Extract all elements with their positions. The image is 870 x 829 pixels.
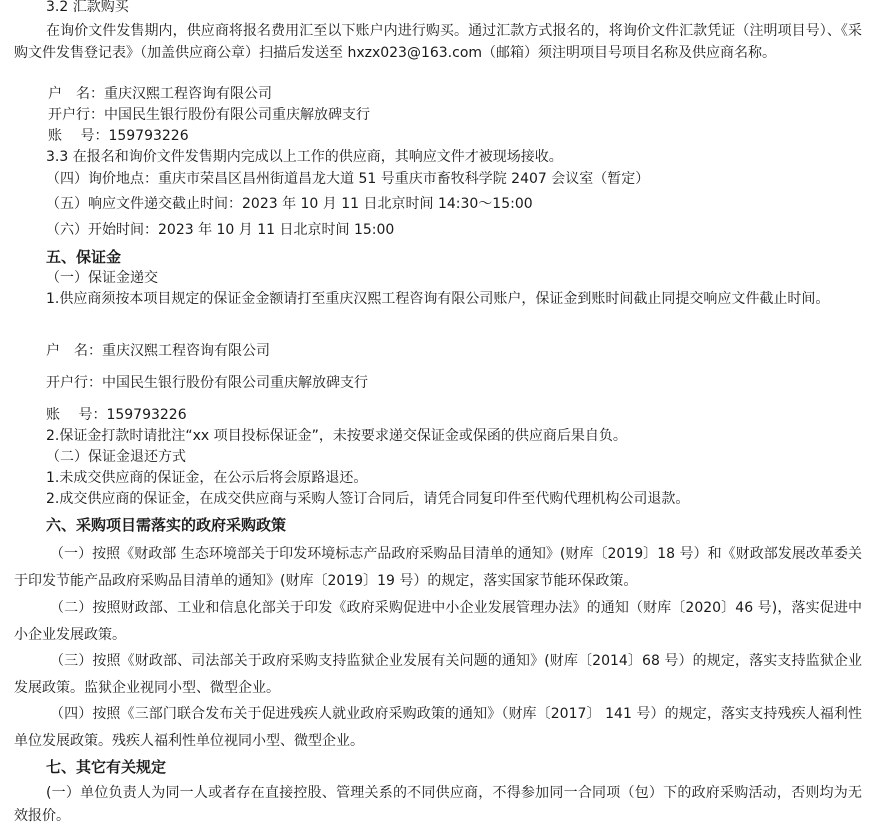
deposit-account-number-line: 账 号：159793226 [46, 407, 187, 423]
subheading-deposit-refund: （二）保证金退还方式 [46, 449, 186, 465]
account-name-line: 户 名：重庆汉熙工程咨询有限公司 [48, 86, 272, 102]
policy-item-4: （四）按照《三部门联合发布关于促进残疾人就业政府采购政策的通知》（财库〔2017〕 141 号）的规定，落实支持残疾人福利性单位发展政策。残疾人福利性单位视同小型、微型企业。 [14, 706, 862, 749]
submission-deadline: （五）响应文件递交截止时间：2023 年 10 月 11 日北京时间 14:30～15:00 [46, 196, 533, 212]
paragraph-remittance: 在询价文件发售期内，供应商将报名费用汇至以下账户内进行购买。通过汇款方式报名的，将询价文件汇款凭证（注明项目号）、《采购文件发售登记表》（加盖供应商公章）扫描后发送至 hxzx023@163.com（邮箱）须注明项目号项目名称及供应商名称。 [14, 23, 862, 61]
other-rule-1: (一）单位负责人为同一人或者存在直接控股、管理关系的不同供应商，不得参加同一合同项（包）下的政府采购活动，否则均为无效报价。 [14, 785, 862, 824]
refund-item-1: 1.未成交供应商的保证金，在公示后将会原路退还。 [46, 470, 368, 486]
policy-item-1: （一）按照《财政部 生态环境部关于印发环境标志产品政府采购品目清单的通知》(财库〔2019〕18 号）和《财政部发展改革委关于印发节能产品政府采购品目清单的通知》(财库〔2019〕19 号）的规定，落实国家节能环保政策。 [14, 546, 862, 589]
subheading-3-2: 3.2 汇款购买 [46, 0, 129, 15]
section-heading-deposit: 五、保证金 [46, 248, 122, 266]
deposit-account-name-line: 户 名：重庆汉熙工程咨询有限公司 [46, 343, 270, 359]
section-heading-other-rules: 七、其它有关规定 [46, 758, 167, 776]
paragraph-3-3: 3.3 在报名和询价文件发售期内完成以上工作的供应商，其响应文件才被现场接收。 [46, 149, 563, 165]
policy-item-3: （三）按照《财政部、司法部关于政府采购支持监狱企业发展有关问题的通知》(财库〔2014〕68 号）的规定，落实支持监狱企业发展政策。监狱企业视同小型、微型企业。 [14, 653, 862, 696]
paragraph-deposit-1: 1.供应商须按本项目规定的保证金金额请打至重庆汉熙工程咨询有限公司账户，保证金到账时间截止同提交响应文件截止时间。 [46, 291, 830, 307]
subheading-deposit-submission: （一）保证金递交 [46, 270, 158, 286]
refund-item-2: 2.成交供应商的保证金，在成交供应商与采购人签订合同后，请凭合同复印件至代购代理机构公司退款。 [46, 491, 690, 507]
bank-line: 开户行：中国民生银行股份有限公司重庆解放碑支行 [48, 107, 370, 123]
deposit-bank-line: 开户行：中国民生银行股份有限公司重庆解放碑支行 [46, 375, 368, 391]
start-time: （六）开始时间：2023 年 10 月 11 日北京时间 15:00 [46, 222, 395, 238]
paragraph-deposit-2: 2.保证金打款时请批注“xx 项目投标保证金”，未按要求递交保证金或保函的供应商后果自负。 [46, 428, 627, 444]
policy-item-2: （二）按照财政部、工业和信息化部关于印发《政府采购促进中小企业发展管理办法》的通知（财库〔2020〕46 号)，落实促进中小企业发展政策。 [14, 600, 862, 643]
inquiry-location: （四）询价地点：重庆市荣昌区昌州街道昌龙大道 51 号重庆市畜牧科学院 2407 会议室（暂定） [46, 171, 650, 187]
account-number-line: 账 号：159793226 [48, 128, 189, 144]
section-heading-policy: 六、采购项目需落实的政府采购政策 [46, 516, 287, 534]
